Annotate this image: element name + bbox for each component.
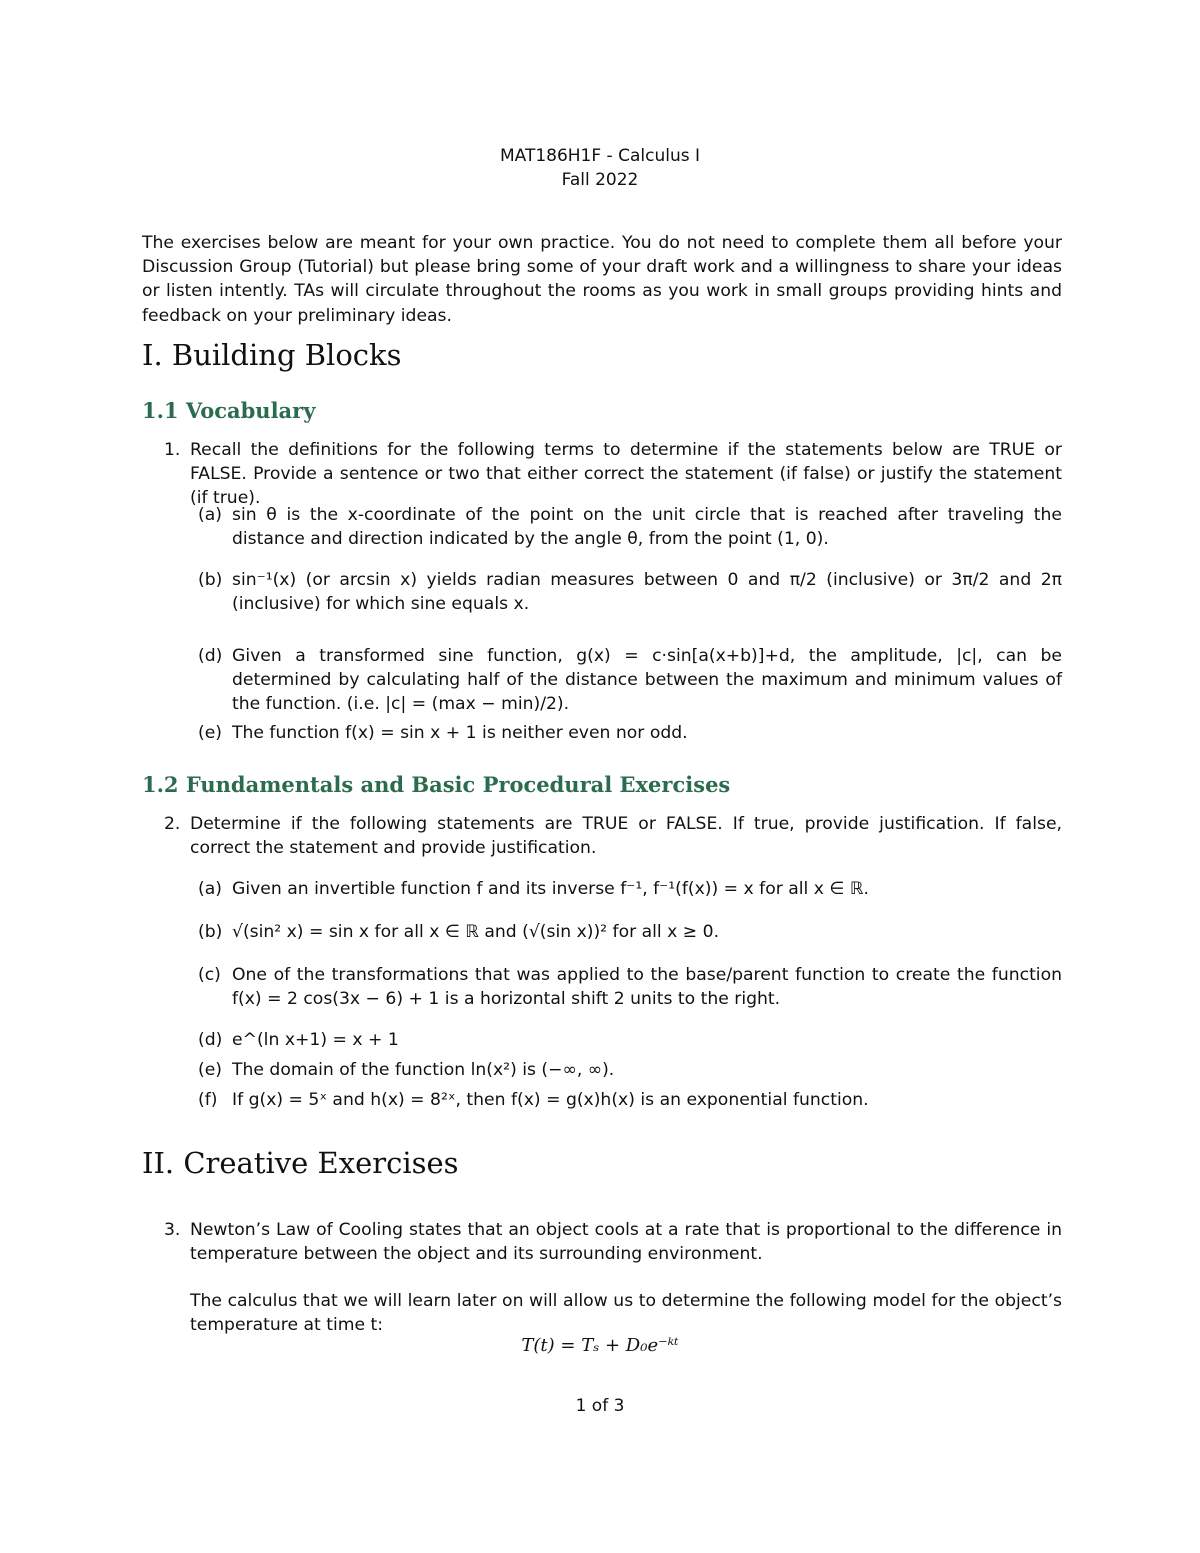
list-item [198, 568, 1062, 618]
item-label: (f) [198, 1090, 218, 1110]
item-text: Given a transformed sine function, g(x) = c·sin[a(x+b)]+d, the amplitude, |c|, can be determined by calculating half of the distance between the maximum and minimum values of the function. (i.e. |c| = (max − min)/2). [232, 646, 1062, 714]
item-label: (b) [198, 922, 223, 942]
list-item [198, 963, 1062, 1013]
item-label: (c) [198, 965, 221, 985]
list-item [198, 1058, 1062, 1084]
question-3 [164, 1218, 1062, 1268]
question-number: 3. [164, 1220, 181, 1240]
intro-paragraph: The exercises below are meant for your own practice. You do not need to complete them all before your Discussion Group (Tutorial) but please bring some of your draft work and a willingness to share your ideas or listen intently. TAs will circulate throughout the rooms as you work in small groups providing hints and feedback on your preliminary ideas. [142, 233, 1062, 326]
question-number: 2. [164, 814, 181, 834]
list-item [198, 503, 1062, 553]
item-text: sin θ is the x-coordinate of the point on the unit circle that is reached after traveling the distance and direction indicated by the angle θ, from the point (1, 0). [232, 505, 1062, 549]
item-text: sin⁻¹(x) (or arcsin x) yields radian measures between 0 and π/2 (inclusive) or 3π/2 and 2π (inclusive) for which sine equals x. [232, 570, 1062, 614]
term: Fall 2022 [561, 170, 639, 190]
question-text: Recall the definitions for the following terms to determine if the statements below are TRUE or FALSE. Provide a sentence or two that either correct the statement (if false) or justify the statement (if true). [190, 440, 1062, 508]
question-number: 1. [164, 440, 181, 460]
list-item [198, 644, 1062, 718]
part2-heading: II. Creative Exercises [142, 1146, 459, 1180]
section-1-2-heading: 1.2 Fundamentals and Basic Procedural Exercises [142, 772, 731, 797]
list-item [198, 877, 1062, 903]
item-label: (e) [198, 1060, 222, 1080]
item-text: If g(x) = 5ˣ and h(x) = 8²ˣ, then f(x) = g(x)h(x) is an exponential function. [232, 1090, 869, 1110]
item-label: (d) [198, 1030, 223, 1050]
item-text: The domain of the function ln(x²) is (−∞, ∞). [232, 1060, 615, 1080]
question-text: The calculus that we will learn later on will allow us to determine the following model for the object’s temperature at time t: [190, 1291, 1062, 1335]
question-3-continuation [190, 1289, 1062, 1339]
item-text: √(sin² x) = sin x for all x ∈ ℝ and (√(sin x))² for all x ≥ 0. [232, 922, 720, 942]
list-item [198, 721, 1062, 747]
question-1 [164, 438, 1062, 508]
page-number: 1 of 3 [575, 1396, 625, 1416]
course-title: MAT186H1F - Calculus I [499, 146, 701, 166]
item-label: (a) [198, 505, 222, 525]
item-label: (a) [198, 879, 222, 899]
list-item [198, 1088, 1062, 1114]
item-label: (e) [198, 723, 222, 743]
question-text: Newton’s Law of Cooling states that an object cools at a rate that is proportional to the difference in temperature between the object and its surrounding environment. [190, 1220, 1062, 1264]
item-text: One of the transformations that was applied to the base/parent function to create the function f(x) = 2 cos(3x − 6) + 1 is a horizontal shift 2 units to the right. [232, 965, 1062, 1009]
part1-heading: I. Building Blocks [142, 338, 402, 372]
item-text: Given an invertible function f and its inverse f⁻¹, f⁻¹(f(x)) = x for all x ∈ ℝ. [232, 879, 869, 899]
list-item [198, 920, 1062, 946]
question-2 [164, 812, 1062, 862]
question-text: Determine if the following statements are TRUE or FALSE. If true, provide justification. If false, correct the statement and provide justification. [190, 814, 1062, 858]
item-text: The function f(x) = sin x + 1 is neither even nor odd. [232, 723, 688, 743]
item-label: (d) [198, 646, 223, 666]
item-text: e^(ln x+1) = x + 1 [232, 1030, 399, 1050]
section-1-1-heading: 1.1 Vocabulary [142, 398, 316, 423]
cooling-formula: T(t) = Tₛ + D₀e⁻ᵏᵗ [521, 1335, 679, 1356]
item-label: (b) [198, 570, 223, 590]
list-item [198, 1028, 1062, 1054]
